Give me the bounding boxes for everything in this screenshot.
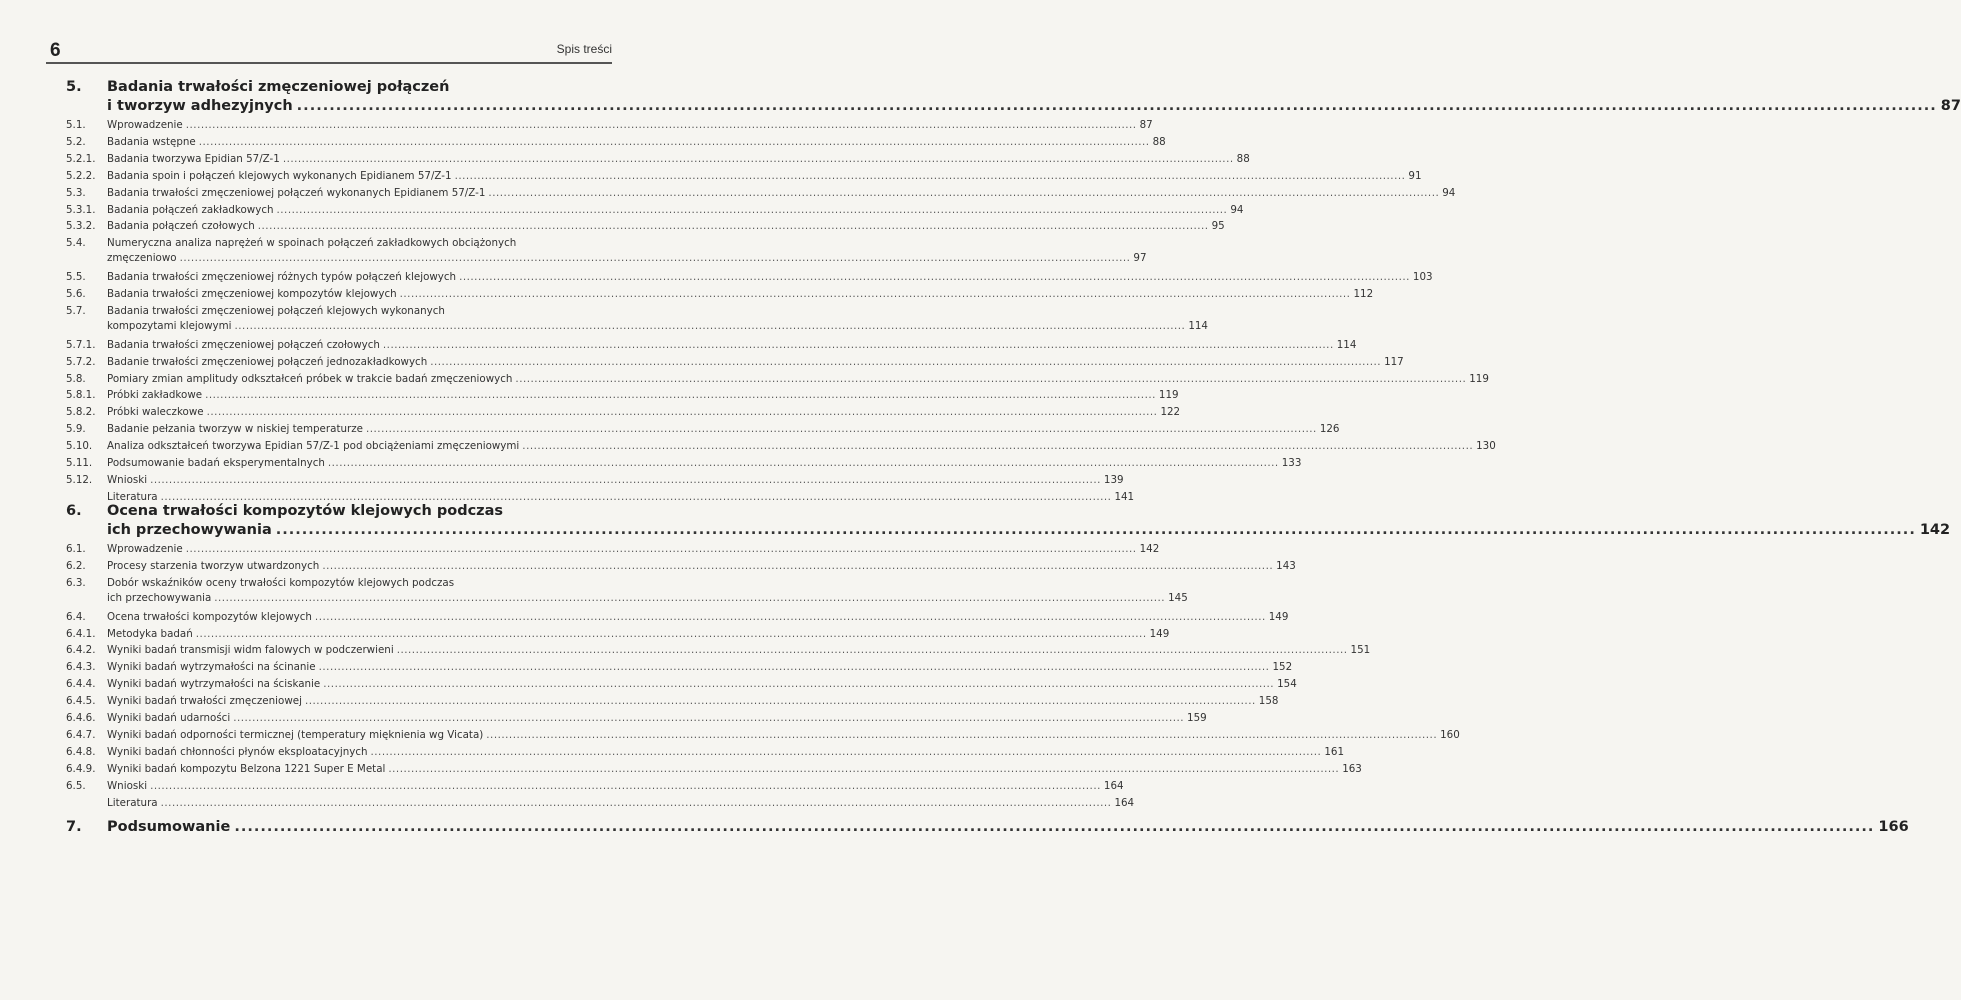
section-title-line — [107, 660, 1293, 675]
toc-entry[interactable] — [0, 542, 1160, 557]
section-page-number: 143 — [1276, 559, 1296, 572]
section-title-line — [107, 186, 1456, 201]
section-title — [107, 355, 1404, 370]
section-title-text: Procesy starzenia tworzyw utwardzonych — [107, 559, 320, 572]
section-page-number: 119 — [1469, 372, 1489, 385]
dot-leader: ............................................................................................................................................................................................................................................................ — [459, 271, 1410, 284]
section-page-number: 161 — [1324, 745, 1344, 758]
section-title-line — [107, 473, 1124, 488]
section-title — [107, 627, 1170, 642]
section-page-number: 151 — [1350, 644, 1371, 657]
section-title-text: Analiza odkształceń tworzywa Epidian 57/Z-1 pod obciążeniami zmęczeniowymi — [107, 440, 520, 453]
chapter-page-number: 166 — [1878, 819, 1909, 835]
chapter-title — [107, 78, 1961, 116]
section-number: 6.2. — [66, 559, 86, 572]
toc-entry[interactable] — [0, 728, 1460, 743]
section-title — [107, 270, 1433, 285]
section-page-number: 88 — [1236, 152, 1250, 165]
section-title-line — [107, 559, 1296, 574]
chapter-number: 6. — [66, 503, 82, 519]
dot-leader: ............................................................................................................................................................................................................................................................ — [323, 678, 1275, 691]
section-title — [107, 694, 1279, 709]
section-number: 5.8. — [66, 372, 86, 385]
section-page-number: 103 — [1412, 271, 1433, 284]
section-number: 6.5. — [66, 779, 86, 792]
section-page-number: 94 — [1442, 186, 1456, 199]
chapter-heading — [0, 818, 1909, 837]
dot-leader: ............................................................................................................................................................................................................................................................ — [205, 389, 1156, 402]
section-page-number: 164 — [1103, 779, 1124, 792]
section-page-number: 119 — [1158, 389, 1179, 402]
section-title-text: Wyniki badań kompozytu Belzona 1221 Super E Metal — [107, 762, 386, 775]
running-title: Spis treści — [556, 42, 612, 56]
section-title — [107, 542, 1160, 557]
section-number: 5.7.1. — [66, 338, 96, 351]
toc-entry[interactable] — [0, 270, 1433, 285]
section-title — [107, 456, 1302, 471]
dot-leader: ............................................................................................................................................................................................................................................................ — [185, 119, 1137, 131]
section-title-text: Dobór wskaźników oceny trwałości kompozytów klejowych podczas — [107, 576, 455, 589]
dot-leader: ............................................................................................................................................................................................................................................................ — [206, 406, 1158, 419]
chapter-title-line — [107, 818, 1909, 837]
section-title-line — [107, 319, 1208, 334]
section-title-line — [107, 439, 1496, 454]
section-page-number: 145 — [1168, 591, 1188, 604]
section-title — [107, 677, 1297, 692]
toc-entry[interactable] — [0, 779, 1124, 794]
section-title-text: Badania wstępne — [107, 135, 196, 148]
section-title — [107, 439, 1496, 454]
section-title-line — [107, 694, 1279, 709]
section-title — [107, 219, 1225, 234]
section-number: 5.2.2. — [66, 169, 96, 182]
toc-entry[interactable] — [0, 135, 1166, 150]
section-title-line — [107, 355, 1404, 370]
page-number: 6 — [50, 40, 61, 61]
section-page-number: 160 — [1440, 728, 1460, 741]
section-title-line — [107, 542, 1160, 557]
toc-entry[interactable] — [0, 473, 1124, 488]
dot-leader: ............................................................................................................................................................................................................................................................ — [399, 288, 1351, 300]
toc-entry[interactable] — [0, 559, 1296, 574]
section-title-text: Badanie trwałości zmęczeniowej połączeń jednozakładkowych — [107, 355, 428, 368]
chapter-title-line — [107, 97, 1961, 116]
section-title-text: kompozytami klejowymi — [107, 319, 232, 332]
section-title-line — [107, 762, 1362, 777]
section-title-line — [107, 372, 1489, 387]
section-page-number: 114 — [1188, 319, 1208, 332]
section-title — [107, 152, 1250, 167]
chapter-page-number: 87 — [1940, 98, 1961, 114]
section-title-text: Badanie pełzania tworzyw w niskiej temperaturze — [107, 423, 363, 436]
section-page-number: 159 — [1187, 712, 1207, 724]
toc-entry[interactable] — [0, 576, 1188, 606]
chapter-title-text: Badania trwałości zmęczeniowej połączeń — [107, 79, 450, 95]
section-title-text: Wyniki badań udarności — [107, 712, 231, 724]
chapter-number: 7. — [66, 819, 82, 835]
section-title-line — [107, 711, 1207, 726]
section-title-line — [107, 304, 609, 319]
section-title-text: Wyniki badań transmisji widm falowych w podczerwieni — [107, 644, 394, 657]
toc-entry[interactable] — [0, 610, 1289, 625]
toc-entry[interactable] — [0, 643, 1371, 658]
page-header — [0, 0, 638, 70]
toc-entry[interactable] — [0, 627, 1170, 642]
section-title-line — [107, 287, 1374, 302]
toc-entry[interactable] — [0, 304, 1208, 334]
section-page-number: 149 — [1268, 610, 1289, 623]
section-number: 5.3.1. — [66, 203, 96, 216]
section-title-line — [107, 388, 1179, 403]
section-title-line — [107, 576, 609, 591]
toc-entry[interactable] — [0, 388, 1179, 403]
section-title-text: Wyniki badań wytrzymałości na ścinanie — [107, 661, 316, 674]
toc-entry[interactable] — [0, 236, 1147, 266]
section-page-number: 126 — [1319, 423, 1340, 436]
section-title-line — [107, 456, 1302, 471]
section-number: 5.3. — [66, 186, 86, 199]
dot-leader: ............................................................................................................................................................................................................................................................ — [150, 779, 1101, 792]
chapter-page-number: 142 — [1919, 522, 1951, 538]
dot-leader: ............................................................................................................................................................................................................................................................ — [233, 712, 1185, 724]
chapter-title-line — [107, 78, 609, 97]
section-title — [107, 304, 1208, 334]
section-title — [107, 660, 1293, 675]
chapter-title-text: Ocena trwałości kompozytów klejowych podczas — [107, 503, 504, 519]
section-title-line — [107, 270, 1433, 285]
section-number: 5.7. — [66, 304, 86, 317]
section-title-text: Wyniki badań chłonności płynów eksploatacyjnych — [107, 745, 368, 758]
chapter-title-line — [107, 521, 1951, 540]
dot-leader: ............................................................................................................................................................................................................................................................ — [488, 186, 1440, 199]
dot-leader: ............................................................................................................................................................................................................................................................ — [296, 98, 1937, 114]
section-number: 6.4.4. — [66, 678, 96, 691]
dot-leader: ............................................................................................................................................................................................................................................................ — [276, 203, 1228, 216]
section-title-text: Badania trwałości zmęczeniowej połączeń czołowych — [107, 338, 380, 351]
dot-leader: ............................................................................................................................................................................................................................................................ — [318, 661, 1270, 674]
section-page-number: 141 — [1114, 490, 1135, 503]
section-title — [107, 796, 1135, 811]
section-title — [107, 745, 1344, 760]
toc-entry[interactable] — [0, 372, 1489, 387]
section-title — [107, 372, 1489, 387]
dot-leader: ............................................................................................................................................................................................................................................................ — [327, 457, 1279, 469]
section-page-number: 164 — [1114, 796, 1135, 809]
section-page-number: 112 — [1353, 288, 1374, 300]
section-title-line — [107, 796, 1135, 811]
section-number: 6.4.5. — [66, 695, 96, 708]
chapter-number: 5. — [66, 79, 82, 95]
chapter-heading — [0, 502, 1951, 540]
section-page-number: 117 — [1384, 355, 1404, 368]
section-page-number: 91 — [1408, 169, 1422, 182]
section-number: 5.4. — [66, 237, 86, 250]
section-page-number: 149 — [1149, 627, 1170, 640]
section-page-number: 139 — [1103, 473, 1124, 486]
toc-entry[interactable] — [0, 118, 1153, 133]
toc-entry[interactable] — [0, 745, 1344, 760]
section-number: 5.6. — [66, 288, 86, 300]
section-title — [107, 236, 1147, 266]
toc-entry[interactable] — [0, 152, 1250, 167]
section-title-line — [107, 779, 1124, 794]
section-title — [107, 422, 1340, 437]
dot-leader: ............................................................................................................................................................................................................................................................ — [195, 627, 1147, 640]
section-page-number: 122 — [1160, 406, 1181, 419]
section-number: 6.4.9. — [66, 762, 96, 775]
section-page-number: 152 — [1272, 661, 1293, 674]
dot-leader: ............................................................................................................................................................................................................................................................ — [179, 252, 1131, 265]
section-title-text: Badania trwałości zmęczeniowej kompozytów klejowych — [107, 288, 397, 300]
chapter-title-text: i tworzyw adhezyjnych — [107, 98, 293, 114]
section-title — [107, 728, 1460, 743]
section-title-line — [107, 219, 1225, 234]
dot-leader: ............................................................................................................................................................................................................................................................ — [515, 372, 1467, 385]
section-page-number: 142 — [1139, 543, 1160, 555]
section-page-number: 88 — [1152, 135, 1166, 148]
section-title — [107, 643, 1371, 658]
section-title — [107, 711, 1207, 726]
section-title-text: Wyniki badań wytrzymałości na ściskanie — [107, 678, 321, 691]
section-number: 6.4.7. — [66, 728, 96, 741]
chapter-title-line — [107, 502, 609, 521]
dot-leader: ............................................................................................................................................................................................................................................................ — [234, 319, 1186, 332]
toc-entry[interactable] — [0, 796, 1135, 811]
section-title-line — [107, 338, 1357, 353]
dot-leader: ............................................................................................................................................................................................................................................................ — [486, 728, 1438, 741]
section-number: 5.8.2. — [66, 406, 96, 419]
chapter-title — [107, 818, 1909, 837]
section-number: 6.4.2. — [66, 644, 96, 657]
section-title-text: Wnioski — [107, 779, 148, 792]
section-title — [107, 338, 1357, 353]
dot-leader: ............................................................................................................................................................................................................................................................ — [522, 440, 1474, 453]
section-title-text: Podsumowanie badań eksperymentalnych — [107, 457, 325, 469]
section-title — [107, 559, 1296, 574]
dot-leader: ............................................................................................................................................................................................................................................................ — [185, 543, 1137, 555]
section-title-text: Badania trwałości zmęczeniowej różnych typów połączeń klejowych — [107, 271, 457, 284]
section-title — [107, 762, 1362, 777]
section-title-text: Badania tworzywa Epidian 57/Z-1 — [107, 152, 280, 165]
dot-leader: ............................................................................................................................................................................................................................................................ — [454, 169, 1406, 182]
section-title-text: Wyniki badań odporności termicznej (temperatury mięknienia wg Vicata) — [107, 728, 484, 741]
section-title-text: Literatura — [107, 796, 158, 809]
dot-leader: ............................................................................................................................................................................................................................................................ — [275, 522, 1916, 538]
section-page-number: 163 — [1342, 762, 1362, 775]
section-title — [107, 405, 1181, 420]
dot-leader: ............................................................................................................................................................................................................................................................ — [257, 220, 1209, 233]
section-title — [107, 118, 1153, 133]
dot-leader: ............................................................................................................................................................................................................................................................ — [430, 355, 1382, 368]
section-number: 6.4.8. — [66, 745, 96, 758]
section-page-number: 158 — [1258, 695, 1279, 708]
section-title-line — [107, 118, 1153, 133]
dot-leader: ............................................................................................................................................................................................................................................................ — [388, 762, 1340, 775]
section-title-line — [107, 591, 1188, 606]
dot-leader: ............................................................................................................................................................................................................................................................ — [234, 819, 1875, 835]
section-number: 6.4.6. — [66, 712, 96, 724]
section-page-number: 130 — [1476, 440, 1496, 453]
dot-leader: ............................................................................................................................................................................................................................................................ — [370, 745, 1322, 758]
section-title-text: Badania połączeń zakładkowych — [107, 203, 274, 216]
section-title-text: Wprowadzenie — [107, 543, 183, 555]
section-number: 5.3.2. — [66, 220, 96, 233]
toc-entry[interactable] — [0, 287, 1374, 302]
section-number: 5.2.1. — [66, 152, 96, 165]
section-title-line — [107, 405, 1181, 420]
toc-entry[interactable] — [0, 219, 1225, 234]
section-number: 5.12. — [66, 473, 93, 486]
section-title-text: Metodyka badań — [107, 627, 193, 640]
toc-entry[interactable] — [0, 439, 1496, 454]
section-number: 5.8.1. — [66, 389, 96, 402]
section-page-number: 154 — [1277, 678, 1297, 691]
dot-leader: ............................................................................................................................................................................................................................................................ — [282, 152, 1234, 165]
section-number: 5.1. — [66, 119, 86, 131]
toc-entry[interactable] — [0, 355, 1404, 370]
toc-entry[interactable] — [0, 405, 1181, 420]
section-title-text: Próbki zakładkowe — [107, 389, 203, 402]
section-page-number: 133 — [1281, 457, 1302, 469]
section-title-text: Próbki waleczkowe — [107, 406, 204, 419]
dot-leader: ............................................................................................................................................................................................................................................................ — [314, 610, 1266, 623]
section-page-number: 94 — [1230, 203, 1244, 216]
section-title-text: zmęczeniowo — [107, 252, 177, 265]
section-number: 6.1. — [66, 543, 86, 555]
section-title — [107, 779, 1124, 794]
section-title-text: Wyniki badań trwałości zmęczeniowej — [107, 695, 302, 708]
section-title — [107, 473, 1124, 488]
section-number: 6.4.1. — [66, 627, 96, 640]
header-rule — [46, 62, 612, 64]
dot-leader: ............................................................................................................................................................................................................................................................ — [322, 559, 1274, 572]
dot-leader: ............................................................................................................................................................................................................................................................ — [304, 695, 1256, 708]
section-title-line — [107, 169, 1422, 184]
section-title-line — [107, 610, 1289, 625]
section-title — [107, 186, 1456, 201]
section-title — [107, 576, 1188, 606]
section-title-line — [107, 677, 1297, 692]
section-page-number: 114 — [1336, 338, 1357, 351]
toc-entry[interactable] — [0, 762, 1362, 777]
section-number: 6.4.3. — [66, 661, 96, 674]
toc-entry[interactable] — [0, 677, 1297, 692]
chapter-title — [107, 502, 1951, 540]
toc-entry[interactable] — [0, 456, 1302, 471]
dot-leader: ............................................................................................................................................................................................................................................................ — [160, 490, 1112, 503]
section-number: 5.10. — [66, 440, 93, 453]
section-title — [107, 203, 1244, 218]
chapter-heading — [0, 78, 1961, 116]
section-number: 5.11. — [66, 457, 93, 469]
section-number: 6.4. — [66, 610, 86, 623]
dot-leader: ............................................................................................................................................................................................................................................................ — [160, 796, 1112, 809]
section-number: 5.9. — [66, 423, 86, 436]
section-title-text: ich przechowywania — [107, 591, 212, 604]
section-title-line — [107, 422, 1340, 437]
toc-entry[interactable] — [0, 422, 1340, 437]
toc-entry[interactable] — [0, 711, 1207, 726]
toc-entry[interactable] — [0, 338, 1357, 353]
section-title — [107, 610, 1289, 625]
section-title — [107, 135, 1166, 150]
section-title-line — [107, 251, 1147, 266]
dot-leader: ............................................................................................................................................................................................................................................................ — [198, 135, 1150, 148]
section-title-text: Wnioski — [107, 473, 148, 486]
section-title-line — [107, 135, 1166, 150]
section-title-text: Wprowadzenie — [107, 119, 183, 131]
section-title — [107, 287, 1374, 302]
section-title-line — [107, 236, 609, 251]
section-number: 5.7.2. — [66, 355, 96, 368]
section-title-text: Badania trwałości zmęczeniowej połączeń klejowych wykonanych — [107, 304, 445, 317]
section-number: 5.5. — [66, 271, 86, 284]
section-number: 6.3. — [66, 576, 86, 589]
toc-entry[interactable] — [0, 169, 1422, 184]
toc-entry[interactable] — [0, 203, 1244, 218]
section-title-line — [107, 643, 1371, 658]
section-title-text: Badania spoin i połączeń klejowych wykonanych Epidianem 57/Z-1 — [107, 169, 452, 182]
section-title — [107, 169, 1422, 184]
section-title — [107, 388, 1179, 403]
section-title-text: Badania trwałości zmęczeniowej połączeń wykonanych Epidianem 57/Z-1 — [107, 186, 486, 199]
toc-entry[interactable] — [0, 660, 1293, 675]
dot-leader: ............................................................................................................................................................................................................................................................ — [382, 338, 1334, 351]
chapter-title-text: ich przechowywania — [107, 522, 272, 538]
chapter-title-text: Podsumowanie — [107, 819, 231, 835]
toc-entry[interactable] — [0, 186, 1456, 201]
toc-entry[interactable] — [0, 694, 1279, 709]
section-title-text: Ocena trwałości kompozytów klejowych — [107, 610, 312, 623]
section-title-text: Numeryczna analiza naprężeń w spoinach połączeń zakładkowych obciążonych — [107, 237, 517, 250]
dot-leader: ............................................................................................................................................................................................................................................................ — [365, 423, 1317, 436]
dot-leader: ............................................................................................................................................................................................................................................................ — [396, 644, 1348, 657]
dot-leader: ............................................................................................................................................................................................................................................................ — [150, 473, 1101, 486]
section-title-text: Pomiary zmian amplitudy odkształceń próbek w trakcie badań zmęczeniowych — [107, 372, 513, 385]
section-page-number: 95 — [1211, 220, 1225, 233]
section-page-number: 87 — [1139, 119, 1153, 131]
section-title-line — [107, 152, 1250, 167]
section-title-line — [107, 627, 1170, 642]
section-title-line — [107, 745, 1344, 760]
section-number: 5.2. — [66, 135, 86, 148]
section-title-text: Badania połączeń czołowych — [107, 220, 255, 233]
dot-leader: ............................................................................................................................................................................................................................................................ — [214, 591, 1166, 604]
section-title-text: Literatura — [107, 490, 158, 503]
section-page-number: 97 — [1133, 252, 1147, 265]
section-title-line — [107, 203, 1244, 218]
section-title-line — [107, 728, 1460, 743]
